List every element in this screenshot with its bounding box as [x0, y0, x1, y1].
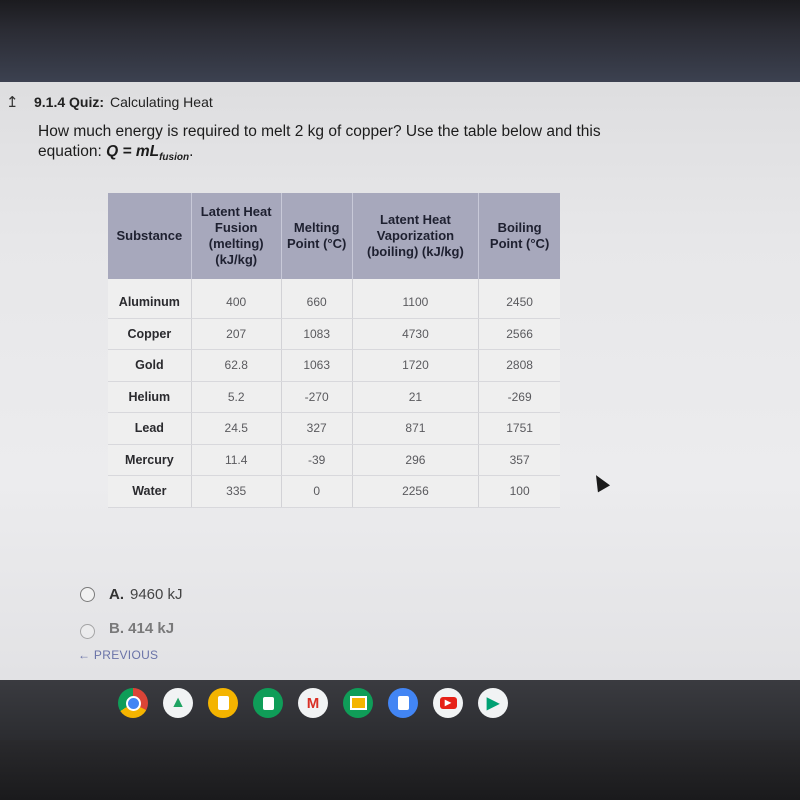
app-dock	[118, 688, 508, 718]
radio-button-a[interactable]	[80, 587, 95, 602]
value-cell: 1720	[352, 350, 479, 382]
header-latent-vaporization: Latent Heat Vaporization (boiling) (kJ/kg)	[352, 193, 479, 279]
value-cell: 871	[352, 413, 479, 445]
table-row	[108, 287, 560, 318]
table-row	[108, 318, 560, 350]
value-cell: 24.5	[191, 413, 281, 445]
value-cell: 2808	[479, 350, 560, 382]
question-body: How much energy is required to melt 2 kg of copper? Use the table below and this equation:	[38, 123, 601, 160]
value-cell: 62.8	[191, 350, 281, 382]
gmail-icon[interactable]: M	[298, 688, 328, 718]
value-cell: 4730	[352, 318, 479, 350]
drive-icon[interactable]: ▲	[163, 688, 193, 718]
value-cell: 357	[479, 444, 560, 476]
value-cell: 1751	[479, 413, 560, 445]
table-body	[108, 279, 560, 507]
value-cell: 2566	[479, 318, 560, 350]
equation	[106, 143, 190, 164]
option-a-letter: A.	[109, 586, 124, 603]
table-header-row	[108, 193, 560, 279]
substance-cell: Lead	[108, 413, 191, 445]
previous-button[interactable]: ← PREVIOUS	[78, 648, 159, 662]
laptop-bezel	[0, 740, 800, 800]
value-cell: 327	[281, 413, 352, 445]
play-store-icon[interactable]: ▶	[478, 688, 508, 718]
value-cell: 2256	[352, 476, 479, 508]
value-cell: 2450	[479, 287, 560, 318]
table-spacer	[108, 279, 560, 287]
youtube-icon[interactable]: ▶	[433, 688, 463, 718]
table-row	[108, 381, 560, 413]
value-cell: 11.4	[191, 444, 281, 476]
table-row	[108, 476, 560, 508]
value-cell: 296	[352, 444, 479, 476]
back-arrow-icon[interactable]: ↥	[6, 94, 19, 111]
value-cell: 5.2	[191, 381, 281, 413]
classroom-icon[interactable]	[343, 688, 373, 718]
question-end: .	[189, 143, 194, 160]
value-cell: 1100	[352, 287, 479, 318]
value-cell: 100	[479, 476, 560, 508]
table-row	[108, 350, 560, 382]
header-boiling-point: Boiling Point (°C)	[479, 193, 560, 279]
quiz-title: Calculating Heat	[110, 94, 213, 110]
value-cell: 335	[191, 476, 281, 508]
answer-option-a[interactable]	[80, 586, 183, 603]
value-cell: 1083	[281, 318, 352, 350]
mouse-cursor-icon	[590, 472, 610, 493]
value-cell: 207	[191, 318, 281, 350]
question-text	[38, 122, 658, 168]
chrome-icon[interactable]	[118, 688, 148, 718]
value-cell: 21	[352, 381, 479, 413]
latent-heat-table	[108, 193, 560, 508]
docs-icon[interactable]	[388, 688, 418, 718]
value-cell: -269	[479, 381, 560, 413]
substance-cell: Aluminum	[108, 287, 191, 318]
value-cell: -39	[281, 444, 352, 476]
sheets-icon[interactable]	[253, 688, 283, 718]
table-row	[108, 413, 560, 445]
slides-icon[interactable]	[208, 688, 238, 718]
radio-button-b[interactable]	[80, 624, 95, 639]
header-melting-point: Melting Point (°C)	[281, 193, 352, 279]
value-cell: 0	[281, 476, 352, 508]
substance-cell: Gold	[108, 350, 191, 382]
top-bar	[0, 0, 800, 82]
substance-cell: Mercury	[108, 444, 191, 476]
substance-cell: Helium	[108, 381, 191, 413]
quiz-header	[0, 84, 800, 120]
equation-subscript: fusion	[159, 152, 190, 164]
value-cell: 400	[191, 287, 281, 318]
answer-option-b[interactable]	[80, 620, 190, 637]
option-b-text: B. 414 kJ	[109, 620, 175, 637]
value-cell: -270	[281, 381, 352, 413]
table-row	[108, 444, 560, 476]
header-substance: Substance	[108, 193, 191, 279]
value-cell: 660	[281, 287, 352, 318]
quiz-id: 9.1.4 Quiz:	[34, 94, 105, 110]
substance-cell: Water	[108, 476, 191, 508]
option-a-text: 9460 kJ	[130, 586, 183, 603]
value-cell: 1063	[281, 350, 352, 382]
header-latent-fusion: Latent Heat Fusion (melting) (kJ/kg)	[191, 193, 281, 279]
substance-cell: Copper	[108, 318, 191, 350]
equation-main: Q = mL	[106, 143, 160, 160]
